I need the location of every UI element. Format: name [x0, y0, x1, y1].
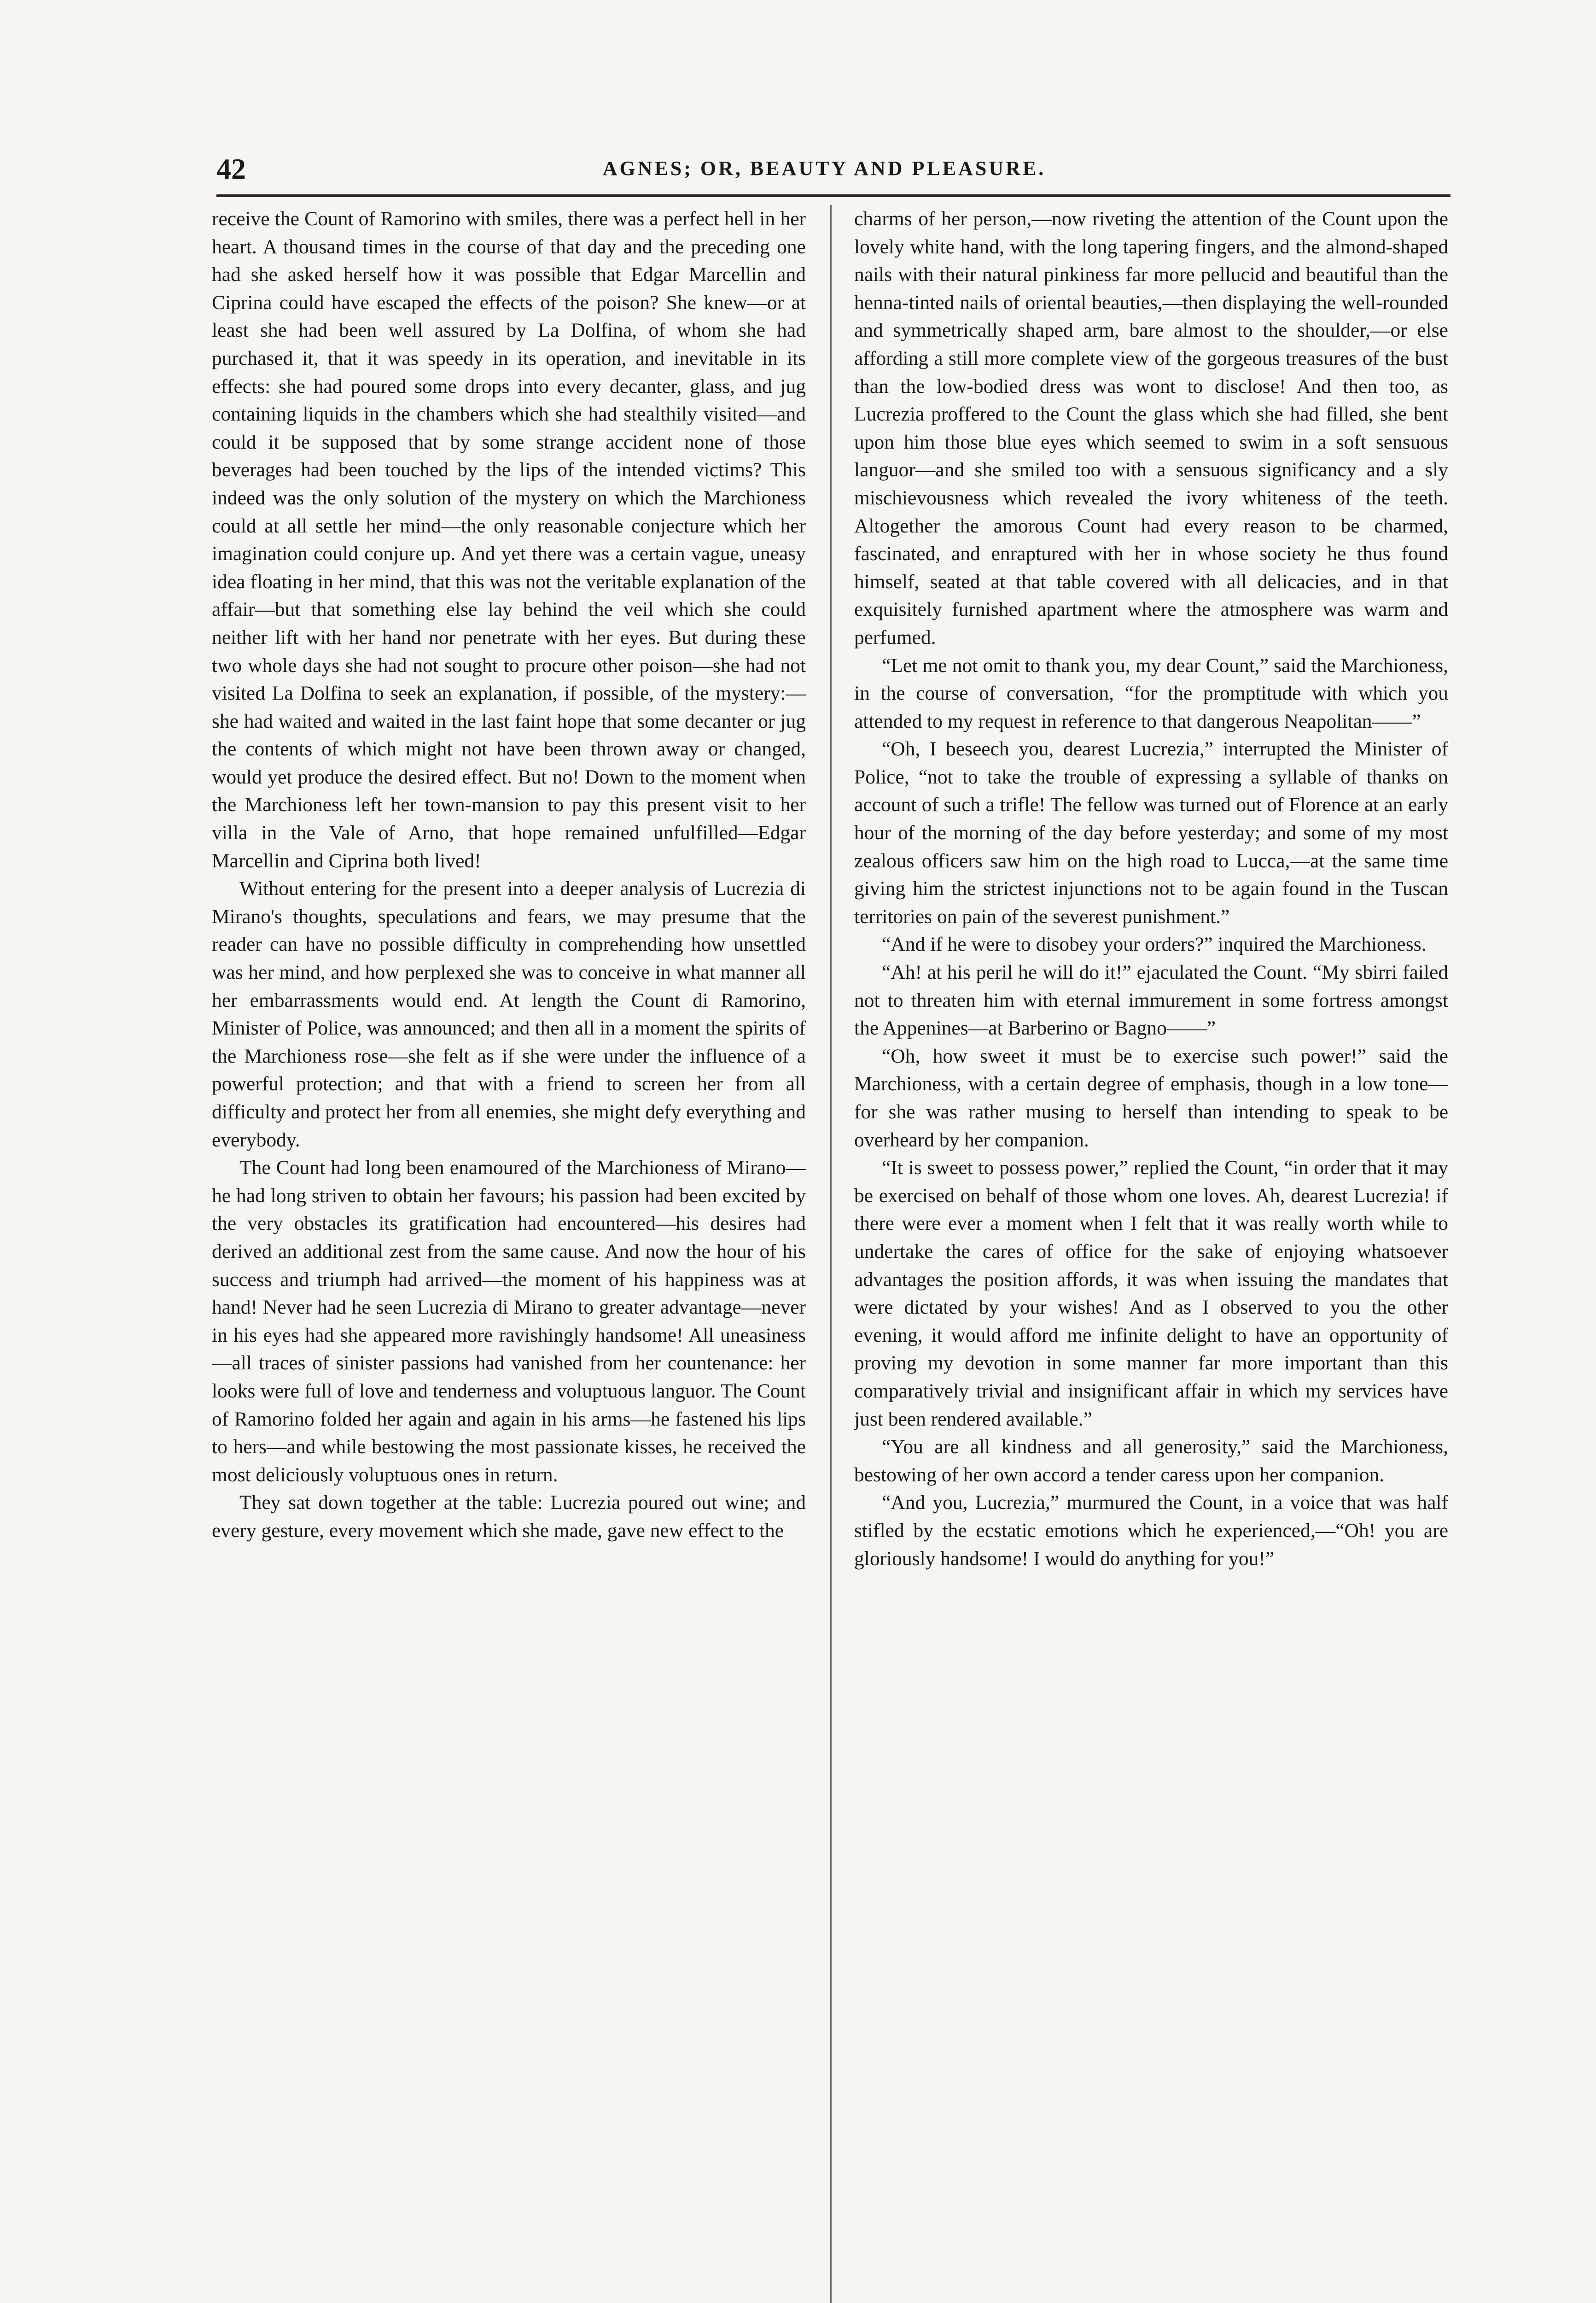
paragraph: charms of her person,—now riveting the attention of the Count upon the lovely white hand, with the long tapering fingers, and the almond-shaped nails with their natural pinkiness far more pellucid and beautiful than the henna-tinted nails of oriental beauties,—then displaying the well-rounded and symmetrically shaped arm, bare almost to the shoulder,—or else affording a still more complete view of the gorgeous treasures of the bust than the low-bodied dress was wont to disclose! And then too, as Lucrezia proffered to the Count the glass which she had filled, she bent upon him those blue eyes which seemed to swim in a soft sensuous languor—and she smiled too with a sensuous significancy and a sly mischievousness which revealed the ivory whiteness of the teeth. Altogether the amorous Count had every reason to be charmed, fascinated, and enraptured with her in whose society he thus found himself, seated at that table covered with all delicacies, and in that exquisitely furnished apartment where the atmosphere was warm and perfumed.: [854, 208, 1448, 649]
paragraph: “Oh, how sweet it must be to exercise such power!” said the Marchioness, with a certain degree of emphasis, though in a low tone—for she was rather musing to herself than intending to speak to be overheard by her companion.: [854, 1045, 1448, 1151]
paragraph: They sat down together at the table: Lucrezia poured out wine; and every gesture, every movement which she made, gave new effect to the: [212, 1491, 806, 1542]
page-header: [198, 152, 1450, 203]
text-columns: [212, 205, 1450, 2303]
header-rule: [216, 194, 1450, 197]
running-title: AGNES; OR, BEAUTY AND PLEASURE.: [602, 157, 1046, 180]
paragraph: The Count had long been enamoured of the Marchioness of Mirano—he had long striven to obtain her favours; his passion had been excited by the very obstacles its gratification had encountered—his desires had derived an additional zest from the same cause. And now the hour of his success and triumph had arrived—the moment of his happiness was at hand! Never had he seen Lucrezia di Mirano to greater advantage—never in his eyes had she appeared more ravishingly handsome! All uneasiness—all traces of sinister passions had vanished from her countenance: her looks were full of love and tenderness and voluptuous languor. The Count of Ramorino folded her again and again in his arms—he fastened his lips to hers—and while bestowing the most passionate kisses, he received the most deliciously voluptuous ones in return.: [212, 1157, 806, 1486]
paragraph: “Let me not omit to thank you, my dear Count,” said the Marchioness, in the course of conversation, “for the promptitude with which you attended to my request in reference to that dangerous Neapolitan——”: [854, 654, 1448, 732]
left-column: [212, 205, 806, 2303]
paragraph: Without entering for the present into a deeper analysis of Lucrezia di Mirano's thoughts, speculations and fears, we may presume that the reader can have no possible difficulty in comprehending how unsettled was her mind, and how perplexed she was to conceive in what manner all her embarrassments would end. At length the Count di Ramorino, Minister of Police, was announced; and then all in a moment the spirits of the Marchioness rose—she felt as if she were under the influence of a powerful protection; and that with a friend to screen her from all difficulty and protect her from all enemies, she might defy everything and everybody.: [212, 877, 806, 1151]
paragraph: “Oh, I beseech you, dearest Lucrezia,” interrupted the Minister of Police, “not to take the trouble of expressing a syllable of thanks on account of such a trifle! The fellow was turned out of Florence at an early hour of the morning of the day before yesterday; and some of my most zealous officers saw him on the high road to Lucca,—at the same time giving him the strictest injunctions not to be again found in the Tuscan territories on pain of the severest punishment.”: [854, 738, 1448, 928]
paragraph: receive the Count of Ramorino with smiles, there was a perfect hell in her heart. A thousand times in the course of that day and the preceding one had she asked herself how it was possible that Edgar Marcellin and Ciprina could have escaped the effects of the poison? She knew—or at least she had been well assured by La Dolfina, of whom she had purchased it, that it was speedy in its operation, and inevitable in its effects: she had poured some drops into every decanter, glass, and jug containing liquids in the chambers which she had stealthily visited—and could it be supposed that by some strange accident none of those beverages had been touched by the lips of the intended victims? This indeed was the only solution of the mystery on which the Marchioness could at all settle her mind—the only reasonable conjecture which her imagination could conjure up. And yet there was a certain vague, uneasy idea floating in her mind, that this was not the veritable explanation of the affair—but that something else lay behind the veil which she could neither lift with her hand nor penetrate with her eyes. But during these two whole days she had not sought to procure other poison—she had not visited La Dolfina to seek an explanation, if possible, of the mystery:—she had waited and waited in the last faint hope that some decanter or jug the contents of which might not have been thrown away or changed, would yet produce the desired effect. But no! Down to the moment when the Marchioness left her town-mansion to pay this present visit to her villa in the Vale of Arno, that hope remained unfulfilled—Edgar Marcellin and Ciprina both lived!: [212, 208, 806, 872]
paragraph: “And if he were to disobey your orders?” inquired the Marchioness.: [882, 933, 1427, 956]
paragraph: “Ah! at his peril he will do it!” ejaculated the Count. “My sbirri failed not to threaten him with eternal immurement in some fortress amongst the Appenines—at Barberino or Bagno——”: [854, 961, 1448, 1040]
paragraph: “And you, Lucrezia,” murmured the Count, in a voice that was half stifled by the ecstatic emotions which he experienced,—“Oh! you are gloriously handsome! I would do anything for you!”: [854, 1491, 1448, 1570]
paragraph: “It is sweet to possess power,” replied the Count, “in order that it may be exercised on behalf of those whom one loves. Ah, dearest Lucrezia! if there were ever a moment when I felt that it was really worth while to undertake the cares of office for the sake of enjoying whatsoever advantages the position affords, it was when issuing the mandates that were dictated by your wishes! And as I observed to you the other evening, it would afford me infinite delight to have an opportunity of proving my devotion in some manner far more important than this comparatively trivial and insignificant affair in which my services have just been rendered available.”: [854, 1157, 1448, 1430]
right-column: [854, 205, 1448, 2303]
column-divider: [830, 205, 832, 2303]
paragraph: “You are all kindness and all generosity,” said the Marchioness, bestowing of her own accord a tender caress upon her companion.: [854, 1436, 1448, 1486]
page-number: 42: [216, 152, 246, 185]
